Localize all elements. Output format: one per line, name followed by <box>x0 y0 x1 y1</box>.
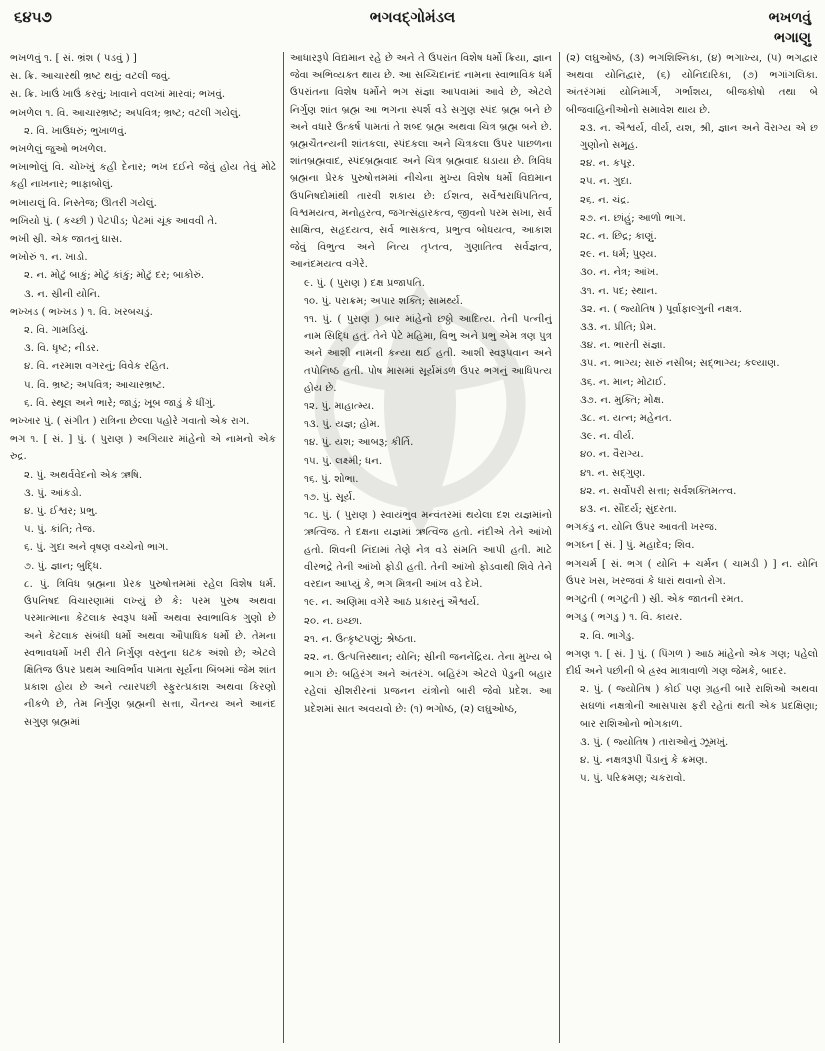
dictionary-entry: સ. ક્રિ. આચારથી ભ્રષ્ટ થવું; વટલી જવું. <box>10 71 171 83</box>
dictionary-entry: ભખળવું ૧. [ સં. ભ્રંશ ( પડવું ) ] <box>10 53 137 64</box>
dictionary-entry: ૩. પું. આંકડો. <box>24 487 82 499</box>
dictionary-entry: ૮. પું. ત્રિવિધ બ્રહ્મના પ્રેરક પુરુષોત્તમમાં રહેલ વિશેષ ધર્મ. ઉપનિષદ વિચારણામાં લખ્યું છે કે: પરમ પુરુષ અથવા પરમાત્માના કેટલાક સ્વરૂપ ધર્મો અથવા સ્વાભાવિક ગુણો છે અને કેટલાક સંબંધી ધર્મો અથવા ઔપાધિક ધર્મો છે. તેમના સ્વભાવધર્મો ખરી રીતે નિર્ગુણ વસ્તુના ઘટક અંશો છે; એટલે ક્ષિતિજ ઉપર પ્રથમ આવિર્ભાવ પામતા સૂર્યના બિંબમાં જેમ શાંત પ્રકાશ હોય છે અને ત્યારપછી સ્ફુરત્પ્રકાશ અથવા કિરણો નીકળે છે, તેમ નિર્ગુણ બ્રહ્મની સત્તા, ચૈતન્ય અને આનંદ સગુણ બ્રહ્મમાં <box>24 578 276 728</box>
column-3 <box>566 50 818 1045</box>
dictionary-entry: ૨૪. ન. કપૂર. <box>580 158 636 170</box>
dictionary-entry: ૫. પું. કાંતિ; તેજ. <box>24 524 96 536</box>
dictionary-entry: ભખી સ્રી. એક જાતનું ઘાસ. <box>10 234 123 246</box>
dictionary-entry: ભખોરું ૧. ન. ખાડો. <box>10 252 88 264</box>
dictionary-entry: ૩. પું. ( જ્યોતિષ ) તારાઓનું ઝૂમખું. <box>580 736 729 748</box>
dictionary-entry: ૨૭. ન. છાંહું; આળો ભાગ. <box>580 212 686 224</box>
dictionary-entry: ભખ્ખાર પું. ( સંગીત ) રાત્રિના છેલ્લા પહોરે ગવાતો એક રાગ. <box>10 416 250 428</box>
page-number: ૬૪૫૭ <box>14 8 52 26</box>
dictionary-entry: ભગઘ્ન [ સં. ] પું. મહાદેવ; શિવ. <box>566 540 695 552</box>
dictionary-entry: ૨૫. ન. ગુદા. <box>580 176 633 188</box>
dictionary-entry: ૪. વિ. નરમાશ વગરનું; વિવેક રહિત. <box>24 361 170 373</box>
dictionary-entry: ૩૩. ન. પ્રીતિ; પ્રેમ. <box>580 322 657 334</box>
dictionary-entry: ૬. પું. ગુદા અને વૃષણ વચ્ચેનો ભાગ. <box>24 542 169 554</box>
dictionary-entry: ભખળેલું જુઓ ભખળેલ. <box>10 144 107 156</box>
dictionary-entry: ૪. પું. ઈશ્વર; પ્રભુ. <box>24 506 98 518</box>
dictionary-entry: ૧૫. પું. લક્ષ્મી; ધન. <box>304 455 383 467</box>
dictionary-entry: ૩૬. ન. માન; મોટાઈ. <box>580 376 667 388</box>
dictionary-entry: ૨૧. ન. ઉત્કૃષ્ટપણું; શ્રેષ્ઠતા. <box>304 633 417 645</box>
dictionary-entry: ૨. વિ. ભાગેડુ. <box>580 630 635 642</box>
dictionary-entry: ૫. વિ. ભ્રષ્ટ; અપવિત્ર; આચારભ્રષ્ટ. <box>24 379 166 391</box>
dictionary-entry: ૨૯. ન. ધર્મ; પુણ્ય. <box>580 249 657 261</box>
dictionary-entry: (૨) લઘુઓષ્ઠ, (૩) ભગશિશ્નિકા, (૪) ભગાખ્ય, (૫) ભગદ્વાર અથવા યોનિદ્વાર, (૬) યોનિદારિકા, (૭) ભગાંગલિકા. અંતરંગમાં યોનિમાર્ગ, ગર્ભાશય, બીજકોષો તથા બે બીજવાહિનીઓનો સમાવેશ થાય છે. <box>566 53 818 116</box>
column-1 <box>10 50 276 1045</box>
dictionary-entry: ૨. પું. ( જ્યોતિષ ) કોઈ પણ ગ્રહની બારે રાશિઓ અથવા સઘળાં નક્ષત્રોની આસપાસ ફરી રહેતાં થતી એક પ્રદક્ષિણા; બાર રાશિઓનો ભોગકાળ. <box>580 684 818 730</box>
dictionary-entry: ૩. વિ. ધૃષ્ટ; નીડર. <box>24 343 100 355</box>
dictionary-entry: ૨૮. ન. છિદ્ર; કાણું. <box>580 231 657 243</box>
dictionary-entry: ૩૨. ન. ( જ્યોતિષ ) પૂર્વાફાલ્ગુની નક્ષત્ર. <box>580 303 743 315</box>
dictionary-entry: ભગચર્મ [ સં. ભગ ( યોનિ + ચર્મન ( ચામડી ) ] ન. યોનિ ઉપર ખસ, ખરજવાં કે ધારાં થવાનો રોગ. <box>566 558 818 587</box>
dictionary-entry: ૩૫. ન. ભાગ્ય; સારું નસીબ; સદ્ભાગ્ય; કલ્યાણ. <box>580 358 780 370</box>
dictionary-entry: ૪. પું. નક્ષત્રરૂપી પૈડાનું કે ક્રમણ. <box>580 754 708 766</box>
dictionary-entry: ભખિયો પું. ( કચ્છી ) પેટપીડ; પેટમાં ચૂંક આવવી તે. <box>10 215 218 227</box>
column-divider <box>283 52 284 1043</box>
page-title: ભગવદ્ગોમંડલ <box>369 8 456 26</box>
dictionary-entry: ૩. ન. સ્રીની યોનિ. <box>24 288 101 300</box>
dictionary-entry: ૨૨. ન. ઉત્પત્તિસ્થાન; યોનિ; સ્રીની જનનેંદ્રિય. તેના મુખ્ય બે ભાગ છે: બહિરંગ અને અંતરંગ. બહિરંગ એટલે પેડુની બહાર રહેલાં સ્રીશરીરનાં પ્રજનન યંત્રોનો બારી જેવો પ્રદેશ. આ પ્રદેશમાં સાત અવયવો છે: (૧) ભગોષ્ઠ, (૨) લઘુઓષ્ઠ, <box>304 651 552 715</box>
dictionary-entry: ૧૮. પું. ( પુરાણ ) સ્વાયંભુવ મન્વંતરમાં થયેલા દશ યજ્ઞમાંનો ઋત્વિજ. તે દક્ષના યજ્ઞમાં ઋત્વિજ હતો. નંદીએ તેને આંખો હતો. શિવની નિંદામાં તેણે નેત્ર વડે સંમતિ આપી હતી. માટે વીરભદ્રે તેની આંખો ફોડી હતી. તેની આંખો ફોડવાથી શિવે તેને વરદાન આપ્યું કે, ભગ મિત્રની આંખ વડે દેખે. <box>304 510 552 591</box>
dictionary-entry: ૪૩. ન. સૌંદર્ય; સુંદરતા. <box>580 504 677 516</box>
dictionary-entry: આધારરૂપે વિદ્યમાન રહે છે અને તે ઉપરાંત વિશેષ ધર્મો ક્રિયા, જ્ઞાન જેવા અભિવ્યક્ત થાય છે. આ સચ્ચિદાનંદ નામના સ્વાભાવિક ધર્મ ઉપરાંતના વિશેષ ધર્મોને ભગ સંજ્ઞા આપવામાં આવે છે, એટલે નિર્ગુણ શાંત બ્રહ્મ આ ભગના સ્પર્શ વડે સગુણ સ્પંદ બ્રહ્મ બને છે અને વધારે ઉત્કર્ષ પામતાં તે શબ્દ બ્રહ્મ અથવા ચિત્ર બ્રહ્મ બને છે. બ્રહ્મચૈતન્યની શાંતકલા, સ્પંદકલા અને ચિત્રકલા ઉપર પાછળના શાંતબ્રહ્મવાદ, સ્પંદબ્રહ્મવાદ અને ચિત્ર બ્રહ્મવાદ ઘડાયા છે. ત્રિવિધ બ્રહ્મના પ્રેરક પુરુષોત્તમમાં નીચેના મુખ્ય વિશેષ ધર્મો વિદ્યમાન ઉપનિષદોમાંથી તારવી શકાય છે: ઈશત્વ, સર્વેશ્વરાધિપતિત્વ, વિશ્વમયત્વ, મનોહરત્વ, જગત્સંહારકત્વ, જીવનો પરમ સખા, સર્વ સાક્ષિત્વ, સહૃદયત્વ, સર્વ ભાસકત્વ, પ્રભુત્વ બોધયત્વ, આકાશ જેવું વિભુત્વ અને નિત્ય તૃપ્તત્વ, ગુણાતિત્વ સર્વજ્ઞત્વ, આનંદમયત્વ વગેરે. <box>290 53 552 271</box>
dictionary-entry: ૨. ન. મોટું બાકું; મોટું કાંકું; મોટું દર; બાકોરું. <box>24 270 205 282</box>
dictionary-entry: ૩૧. ન. પદ; સ્થાન. <box>580 285 658 297</box>
dictionary-entry: ભગણ ૧. [ સં. ] પું. ( પિંગળ ) આઠ માંહેનો એક ગણ; પહેલો દીર્ઘ અને પછીની બે હ્રસ્વ માત્રાવાળો ગણ જેમકે, બાદર. <box>566 648 818 677</box>
dictionary-entry: ૨૬. ન. ચંદ્ર. <box>580 194 630 206</box>
dictionary-entry: ૪૦. ન. વૈરાગ્ય. <box>580 449 644 461</box>
dictionary-entry: ૧૨. પું. માહાત્મ્ય. <box>304 401 375 413</box>
dictionary-entry: ૧૧. પું. ( પુરાણ ) બાર માંહેનો છઠ્ઠો આદિત્ય. તેની પત્નીનું નામ સિદ્ધિ હતું. તેને પેટે મહિમા, વિભુ અને પ્રભુ એમ ત્રણ પુત્ર અને આશી નામની કન્યા થઈ હતી. આશી સ્વરૂપવાન અને તપોનિષ્ઠ હતી. પોષ માસમાં સૂર્યમંડળ ઉપર ભગનું આધિપત્ય હોય છે. <box>304 314 552 394</box>
dictionary-entry: ૭. પું. જ્ઞાન; બુદ્ધિ. <box>24 560 103 572</box>
dictionary-entry: ભગકંડુ ન. યોનિ ઉપર આવતી ખરજ. <box>566 522 718 534</box>
column-divider <box>559 52 560 1043</box>
dictionary-entry: ૪૨. ન. સર્વોપરી સત્તા; સર્વશક્તિમત્ત્વ. <box>580 485 737 497</box>
dictionary-entry: ભખ્ખડ ( ભખ્ખડ ) ૧. વિ. ખરબચડું. <box>10 306 153 318</box>
dictionary-entry: ૨૦. ન. ઇચ્છા. <box>304 615 363 627</box>
guideword-last: ભગાણુ <box>773 30 811 46</box>
dictionary-entry: ૧૩. પું. યજ્ઞ; હોમ. <box>304 419 380 431</box>
dictionary-entry: ૪૧. ન. સદ્ગુણ. <box>580 467 646 479</box>
dictionary-entry: ૧૯. ન. અણિમા વગેરે આઠ પ્રકારનું ઐશ્વર્ય. <box>304 597 480 609</box>
dictionary-entry: ભખાભોલું વિ. ચોખ્ખું કહી દેનાર; ભખ દઈને જેવું હોય તેવું મોઢે કહી નાખનાર; ભાફાબોલું. <box>10 162 276 191</box>
dictionary-entry: ૩૦. ન. નેત્ર; આંખ. <box>580 267 659 279</box>
dictionary-entry: ૯. પું. ( પુરાણ ) દક્ષ પ્રજાપતિ. <box>304 277 425 289</box>
dictionary-entry: ભગટુતી ( ભગટુતી ) સ્રી. એક જાતની રમત. <box>566 594 744 606</box>
page-header <box>14 8 811 48</box>
dictionary-entry: ભખળેલ ૧. વિ. આચારભ્રષ્ટ; અપવિત્ર; ભ્રષ્ટ; વટલી ગયેલું. <box>10 107 242 119</box>
dictionary-entry: ૫. પું. પરિક્રમણ; ચકરાવો. <box>580 773 686 785</box>
dictionary-entry: ૩૯. ન. વીર્ય. <box>580 431 635 443</box>
dictionary-entry: ૩૪. ન. ભારતી સંજ્ઞા. <box>580 340 666 352</box>
column-2 <box>290 50 552 1045</box>
dictionary-entry: ૬. વિ. સ્થૂલ અને ભારે; જાડું; ખૂબ જાડું કે ધીંગું. <box>24 397 216 409</box>
dictionary-entry: ૧૦. પું. પરાક્રમ; અપાર શક્તિ; સામર્થ્ય. <box>304 295 464 307</box>
dictionary-entry: સ. ક્રિ. ખાઉં ખાઉં કરવું; ખાવાને વલખાં મારવાં; ભખવું. <box>10 89 226 101</box>
dictionary-entry: ૩૮. ન. યત્ન; મહેનત. <box>580 413 672 425</box>
dictionary-entry: ૧૪. પું. યશ; આબરૂ; કીર્તિ. <box>304 437 414 449</box>
guidewords <box>769 8 811 48</box>
dictionary-entry: ૨. વિ. ગામડિયું. <box>24 325 89 337</box>
dictionary-entry: ૧૬. પું. શોભા. <box>304 473 359 485</box>
dictionary-entry: ૨૩. ન. ઐશ્વર્ય, વીર્ય, યશ, શ્રી, જ્ઞાન અને વૈરાગ્ય એ છ ગુણોનો સમૂહ. <box>580 122 818 152</box>
dictionary-entry: ૩૭. ન. મુક્તિ; મોક્ષ. <box>580 394 665 406</box>
dictionary-entry: ભગ ૧. [ સં. ] પું. ( પુરાણ ) અગિયાર માંહેનો એ નામનો એક રુદ્ર. <box>10 434 276 463</box>
dictionary-entry: ભગડુ ( ભગડુ ) ૧. વિ. કાયર. <box>566 612 683 624</box>
dictionary-entry: ૨. પું. અથર્વવેદનો એક ઋષિ. <box>24 469 143 481</box>
dictionary-entry: ભખાયલું વિ. નિસ્તેજ; ઊતરી ગયેલું. <box>10 197 157 209</box>
guideword-first: ભખળવું <box>768 10 811 26</box>
dictionary-entry: ૨. વિ. ખાઉધરું; ભુખાળવું. <box>24 125 127 137</box>
dictionary-entry: ૧૭. પું. સૂર્ય. <box>304 492 356 504</box>
